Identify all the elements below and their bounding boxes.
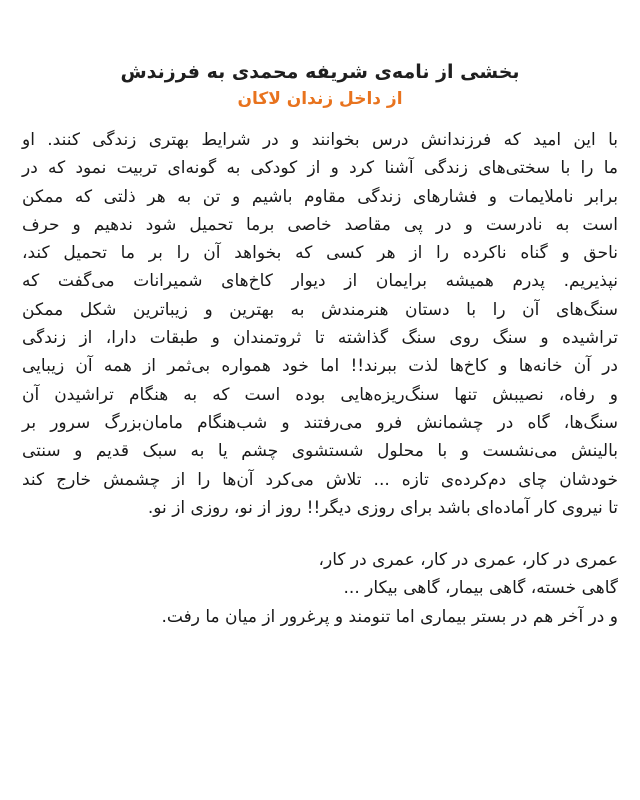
letter-line: در آن خانه‌ها و کاخ‌ها لذت ببرند!! اما خود همواره بی‌ثمر از همه آن زیبایی [22, 356, 618, 377]
letter-line: ما را با سختی‌های زندگی آشنا کرد و از کودکی به گونه‌ای تربیت نمود که در [22, 158, 618, 179]
letter-line: خودشان چای دم‌کرده‌ی تازه ... تلاش می‌کرد آن‌ها را از چشمش خارج کند [22, 469, 618, 490]
letter-line: است به نادرست و در پی مقاصد خاصی برما تحمیل شود ندهیم و حرف [22, 214, 618, 235]
page-subtitle: از داخل زندان لاکان [237, 89, 403, 109]
letter-line: تا نیروی کار آماده‌ای باشد برای روزی دیگر!! روز از نو، روزی از نو. [147, 497, 618, 518]
verse-line: گاهی خسته، گاهی بیمار، گاهی بیکار ... [343, 578, 618, 599]
letter-line: برابر ناملایمات و فشارهای زندگی مقاوم باشیم و تن به هر ذلتی که ممکن [22, 186, 618, 207]
page-title: بخشی از نامه‌ی شریفه محمدی به فرزندش [120, 61, 520, 83]
letter-line: سنگ‌های آن را با دستان هنرمندش به بهترین و زیباترین شکل ممکن [22, 299, 618, 320]
letter-line: و رفاه، نصیبش تنها سنگ‌ریزه‌هایی بوده است که به هنگام تراشیدن آن [22, 384, 618, 405]
closing-verse [22, 546, 618, 631]
letter-line: بالینش می‌نشست و با محلول شستشوی چشم یا به سبک قدیم و سنتی [22, 441, 618, 462]
letter-line: سنگ‌ها، گاه در چشمانش فرو می‌رفتند و شب‌هنگام مامان‌بزرگ سرور بر [22, 412, 618, 433]
letter-line: تراشیده و سنگ روی سنگ گذاشته تا ثروتمندان و طبقات دارا، از زندگی [22, 328, 618, 349]
letter-line: ناحق و گناه ناکرده را از هر کسی که بخواهد آن را بر ما تحمیل کند، [22, 243, 618, 264]
letter-body [22, 126, 618, 522]
letter-line: با این امید که فرزندانش درس بخوانند و در شرایط بهتری زندگی کنند. او [22, 130, 618, 150]
letter-line: نپذیریم. پدرم همیشه برایمان از دیوار کاخ‌های شمیرانات می‌گفت که [22, 271, 618, 292]
verse-line: عمری در کار، عمری در کار، عمری در کار، [318, 550, 618, 571]
verse-line: و در آخر هم در بستر بیماری اما تنومند و پرغرور از میان ما رفت. [161, 606, 618, 627]
